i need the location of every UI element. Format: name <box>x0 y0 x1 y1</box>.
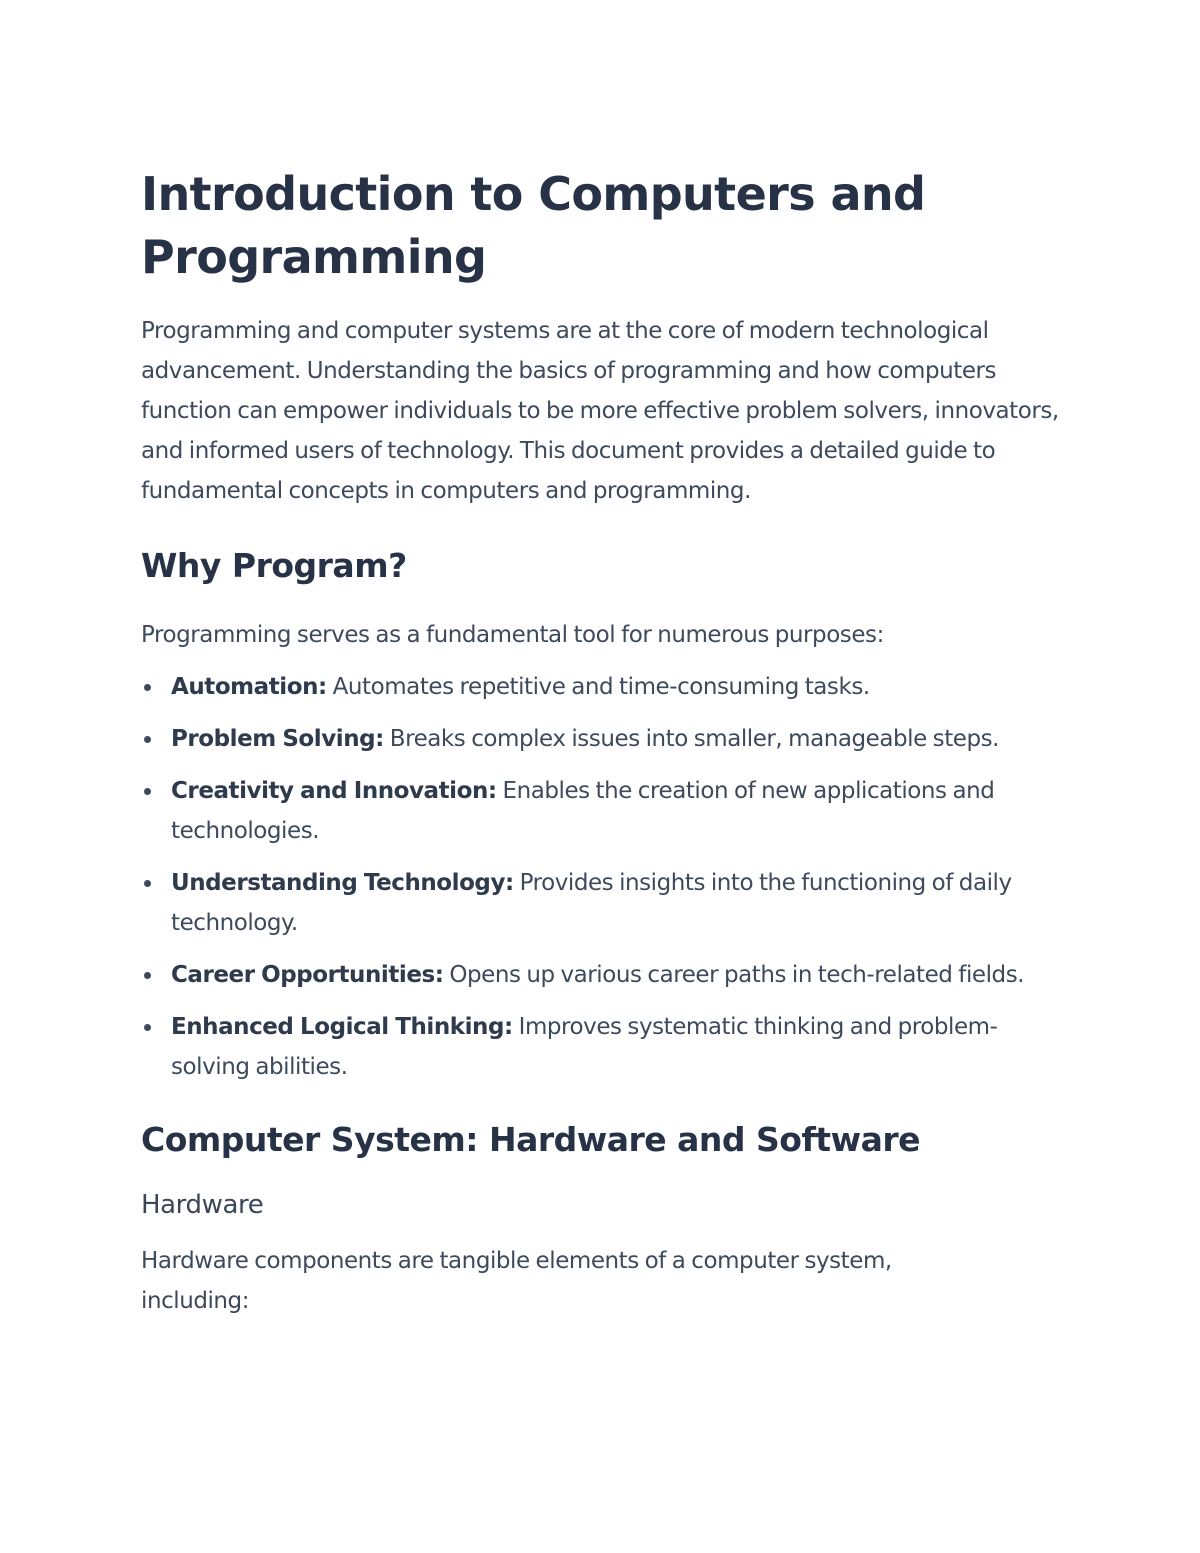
bullet-icon <box>144 972 151 979</box>
bullet-icon <box>144 1024 151 1031</box>
list-item-term: Creativity and Innovation: <box>171 778 497 804</box>
why-program-heading: Why Program? <box>141 546 407 585</box>
bullet-icon <box>144 684 151 691</box>
list-item-text: Provides insights into the functioning of daily technology. <box>171 870 1012 936</box>
list-item-text: Opens up various career paths in tech-related fields. <box>443 962 1025 988</box>
list-item <box>141 955 1071 995</box>
intro-paragraph: Programming and computer systems are at the core of modern technological advancement. Understanding the basics of programming and how computers function can empower individuals to be more effective problem solvers, innovators, and informed users of technology. This document provides a detailed guide to fundamental concepts in computers and programming. <box>141 318 1059 504</box>
list-item <box>141 719 1071 759</box>
why-program-lead: Programming serves as a fundamental tool for numerous purposes: <box>141 622 884 648</box>
list-item-term: Problem Solving: <box>171 726 384 752</box>
list-item-term: Understanding Technology: <box>171 870 514 896</box>
list-item <box>141 863 1071 943</box>
bullet-icon <box>144 788 151 795</box>
bullet-icon <box>144 880 151 887</box>
reasons-list <box>141 667 1071 1087</box>
list-item <box>141 667 1071 707</box>
list-item-text: Automates repetitive and time-consuming tasks. <box>326 674 870 700</box>
list-item-term: Career Opportunities: <box>171 962 444 988</box>
list-item <box>141 771 1071 851</box>
document-page <box>141 163 1071 1321</box>
list-item-term: Enhanced Logical Thinking: <box>171 1014 513 1040</box>
bullet-icon <box>144 736 151 743</box>
list-item <box>141 1007 1071 1087</box>
hardware-paragraph: Hardware components are tangible elements of a computer system, including: <box>141 1248 892 1314</box>
list-item-term: Automation: <box>171 674 327 700</box>
document-title: Introduction to Computers and Programming <box>141 167 926 284</box>
list-item-text: Breaks complex issues into smaller, manageable steps. <box>383 726 1000 752</box>
list-item-text: Improves systematic thinking and problem-solving abilities. <box>171 1014 998 1080</box>
computer-system-heading: Computer System: Hardware and Software <box>141 1120 920 1159</box>
hardware-subheading: Hardware <box>141 1190 264 1220</box>
list-item-text: Enables the creation of new applications and technologies. <box>171 778 995 844</box>
